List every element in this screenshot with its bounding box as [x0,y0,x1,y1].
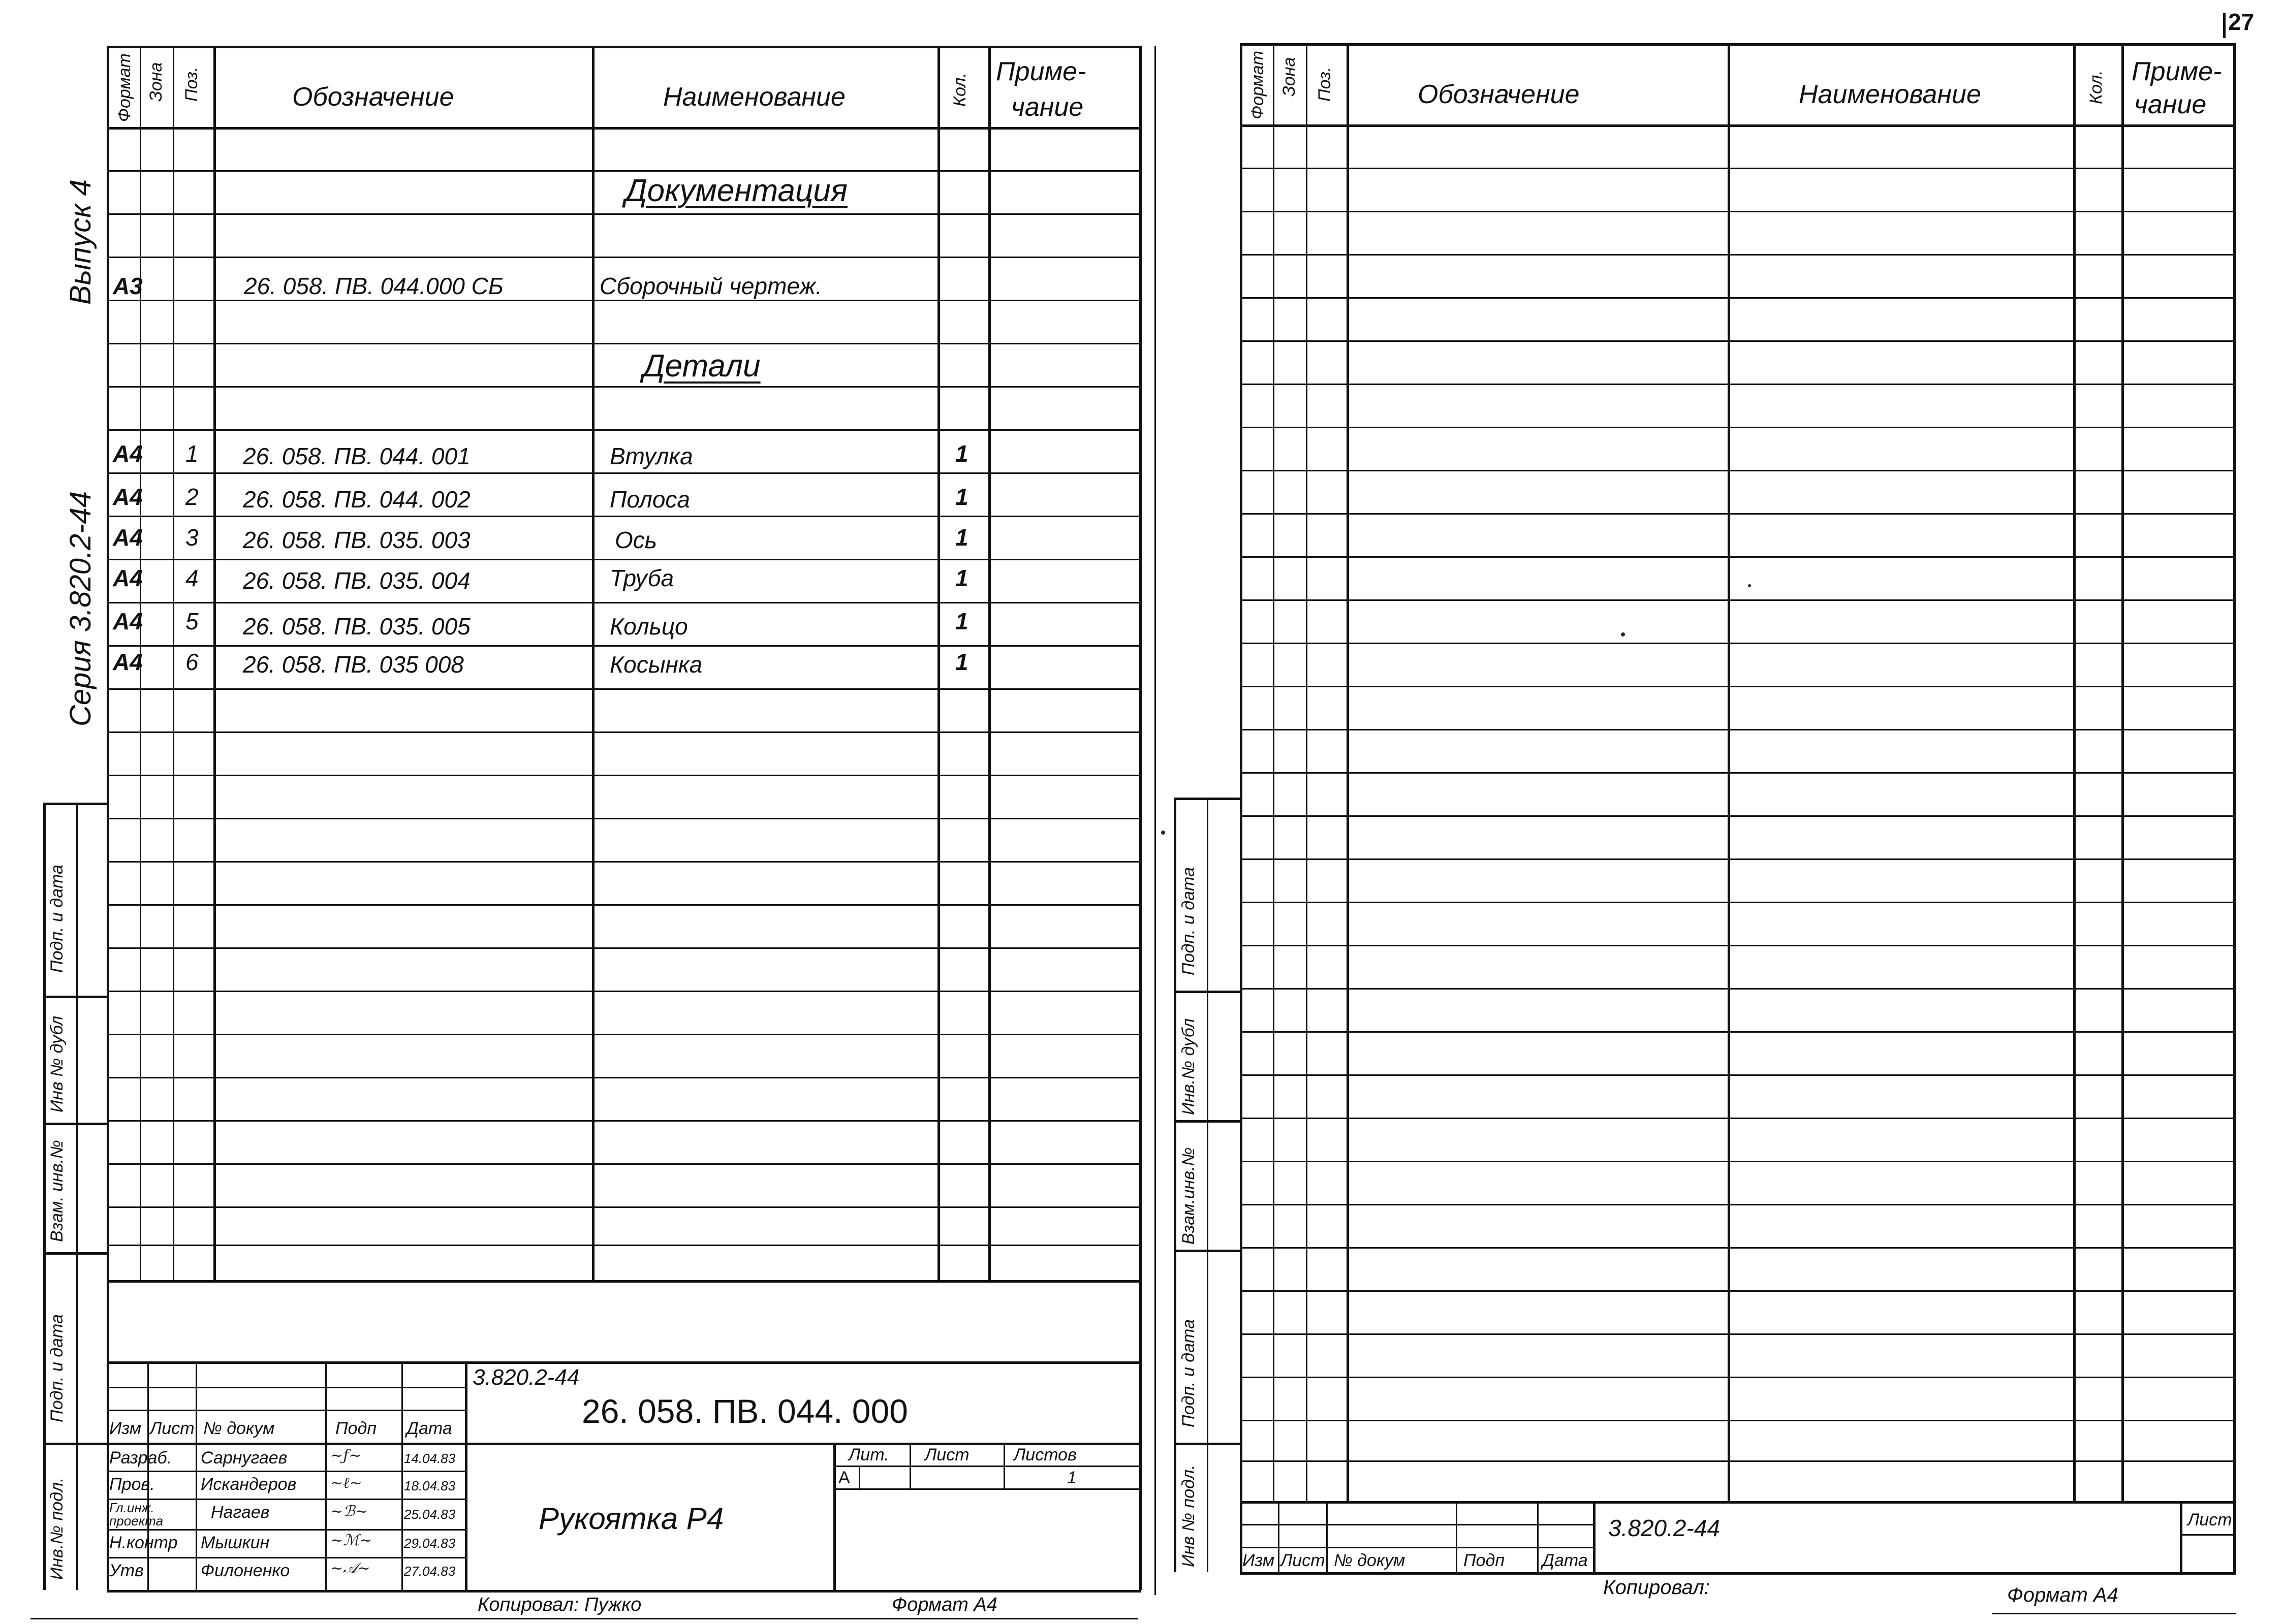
header-qty: Кол. [2086,70,2106,104]
tb-line [401,1361,403,1590]
row-line [107,904,1141,906]
row-line [1240,643,2236,644]
tb-sheets-value: 1 [1067,1468,1077,1487]
tb-person: Филоненко [201,1561,290,1580]
row-pos: 6 [185,649,199,675]
row-line [1240,815,2236,817]
tb-series: 3.820.2-44 [1608,1515,1720,1541]
row-qty: 1 [955,440,968,467]
row-line [1240,556,2236,558]
row-line [107,559,1141,560]
speck [1621,632,1625,636]
header-line [107,127,1141,130]
row-line [1240,254,2236,256]
stamp-line [43,803,107,805]
tb-col-list: Лист [1280,1551,1325,1570]
row-line [107,170,1141,172]
tb-line [833,1488,1141,1490]
col-line [592,46,595,1280]
assembly-format: А3 [113,273,143,299]
row-line [1240,945,2236,946]
signature-mark: ~ℳ~ [330,1532,372,1549]
signature-mark: ~ℬ~ [330,1503,368,1520]
row-line [107,386,1141,388]
row-line [1240,1118,2236,1119]
tb-line [910,1443,911,1488]
row-line [107,1206,1141,1208]
stamp-line [43,1443,107,1445]
row-line [107,1245,1141,1246]
stamp-line [1174,1250,1240,1252]
tb-line [1240,1547,1593,1548]
row-qty: 1 [955,524,968,551]
col-line [988,46,991,1280]
assembly-designation: 26. 058. ПВ. 044.000 СБ [244,273,504,299]
row-qty: 1 [955,484,968,510]
row-line [107,731,1141,733]
row-designation: 26. 058. ПВ. 035. 004 [243,567,471,594]
assembly-name: Сборочный чертеж. [600,273,822,299]
header-designation: Обозначение [1418,80,1580,109]
row-line [1240,211,2236,212]
copied-by: Копировал: Пужко [478,1594,642,1615]
row-name: Ось [615,527,657,553]
copied-by: Копировал: [1603,1576,1710,1599]
row-format: А4 [113,649,143,675]
tb-date: 14.04.83 [404,1451,456,1466]
tb-line [1240,1501,2236,1504]
row-line [107,818,1141,819]
row-qty: 1 [955,565,968,591]
page-number-bar [2223,13,2226,38]
row-line [1240,297,2236,299]
side-label-issue: Выпуск 4 [64,179,97,305]
tb-role: Гл.инж. проекта [109,1500,164,1529]
row-line [107,429,1141,431]
row-designation: 26. 058. ПВ. 044. 001 [243,443,471,469]
row-line [1240,1377,2236,1378]
row-name: Втулка [610,443,693,469]
stamp-line [1174,1120,1240,1123]
tb-date: 29.04.83 [404,1536,456,1551]
format-label: Формат А4 [892,1594,997,1615]
header-line [1240,124,2236,127]
tb-col-date: Дата [1542,1551,1588,1570]
row-designation: 26. 058. ПВ. 035. 003 [243,527,471,553]
sheet-divider [1154,46,1156,1595]
right-frame-left [1240,43,1242,1572]
row-line [1240,1290,2236,1292]
col-line [213,46,216,1280]
row-qty: 1 [955,649,968,675]
row-line [1240,470,2236,471]
signature-mark: ~𝒜~ [330,1559,370,1577]
signature-mark: ~ℓ~ [330,1474,362,1492]
row-name: Косынка [610,651,703,678]
col-line [937,46,940,1280]
tb-line [196,1361,197,1590]
row-line [1240,599,2236,601]
right-frame-top [1240,43,2236,46]
tb-line [833,1466,1141,1467]
row-format: А4 [113,440,143,467]
tb-line [1004,1443,1005,1488]
tb-person: Нагаев [211,1503,270,1522]
tb-line [465,1361,467,1590]
row-line [107,991,1141,992]
header-format: Формат [115,53,134,122]
tb-line [107,1499,465,1500]
row-line [107,1280,1141,1283]
header-zone: Зона [1279,57,1299,97]
header-name: Наименование [663,82,846,112]
stamp-label: Взам. инв.№ [47,1140,67,1242]
row-qty: 1 [955,608,968,634]
tb-role: Разраб. [109,1448,172,1468]
row-format: А4 [113,524,143,551]
footer-line [1992,1613,2236,1614]
row-name: Полоса [610,486,691,513]
header-qty: Кол. [950,73,970,107]
row-line [1240,513,2236,515]
header-pos: Поз. [182,67,201,102]
row-line [107,257,1141,258]
tb-col-doc: № докум [203,1419,275,1438]
tb-col-date: Дата [406,1419,452,1438]
row-pos: 4 [185,565,199,591]
row-line [1240,686,2236,687]
left-frame-bottom [107,1590,1141,1593]
row-line [1240,384,2236,385]
stamp-line [1207,798,1208,1572]
row-line [107,1163,1141,1165]
stamp-line [1174,798,1176,1572]
row-designation: 26. 058. ПВ. 035. 005 [243,613,471,640]
row-name: Труба [610,565,674,591]
row-line [1240,1247,2236,1249]
stamp-line [43,996,107,998]
tb-line [325,1361,327,1590]
row-line [1240,1031,2236,1033]
tb-line [1537,1501,1539,1572]
row-name: Кольцо [610,613,688,640]
row-line [1240,168,2236,169]
tb-date: 25.04.83 [404,1507,456,1522]
tb-line [1456,1501,1457,1572]
tb-line [107,1529,465,1531]
col-line [173,46,174,1280]
row-pos: 5 [185,608,199,634]
stamp-label: Подп. и дата [1179,1319,1198,1427]
tb-line [859,1466,860,1488]
stamp-label: Взам.инв.№ [1179,1147,1198,1245]
row-line [107,1034,1141,1035]
right-frame-right [2233,43,2236,1572]
tb-line [107,1361,1141,1364]
tb-col-izm: Изм [1242,1551,1275,1570]
tb-col-list: Лист [150,1419,195,1438]
stamp-line [76,803,78,1590]
stamp-line [43,1252,107,1255]
row-designation: 26. 058. ПВ. 035 008 [243,651,464,678]
header-name: Наименование [1799,80,1981,109]
tb-role: Утв [109,1561,144,1580]
tb-line [2180,1501,2182,1572]
header-note-line2: чание [2134,90,2207,119]
header-note-line2: чание [1011,92,1084,122]
tb-sheet-label: Лист [925,1445,970,1464]
tb-doc-number: 26. 058. ПВ. 044. 000 [582,1392,908,1430]
left-frame-top [107,46,1141,48]
row-line [107,861,1141,863]
row-format: А4 [113,565,143,591]
row-line [1240,729,2236,730]
row-line [107,300,1141,301]
tb-col-doc: № докум [1334,1551,1405,1570]
header-format: Формат [1248,50,1267,119]
tb-lit-value: А [838,1468,850,1487]
header-designation: Обозначение [292,82,454,112]
tb-person: Искандеров [201,1475,297,1494]
stamp-line [1174,991,1240,993]
stamp-label: Инв.№ дубл [1179,1018,1198,1115]
stamp-label: Инв № подл. [1179,1464,1198,1567]
row-pos: 1 [185,440,199,467]
stamp-line [1174,1443,1240,1445]
row-line [1240,1460,2236,1462]
row-designation: 26. 058. ПВ. 044. 002 [243,486,471,513]
row-format: А4 [113,484,143,510]
speck [1748,584,1751,587]
stamp-label: Подп. и дата [47,1314,67,1422]
tb-role: Н.контр [109,1533,178,1552]
tb-line [107,1387,465,1388]
page-number: 27 [2228,9,2255,35]
stamp-label: Инв.№ подл. [47,1477,67,1580]
tb-date: 27.04.83 [404,1564,456,1579]
tb-line [1326,1501,1328,1572]
format-label: Формат А4 [2007,1584,2118,1606]
row-line [107,472,1141,474]
tb-line [107,1471,465,1472]
row-line [1240,340,2236,342]
header-pos: Поз. [1315,67,1334,102]
tb-line [107,1557,465,1558]
stamp-line [1174,798,1240,800]
tb-title: Рукоятка Р4 [539,1502,724,1536]
stamp-label: Подп. и дата [47,865,67,973]
row-line [1240,902,2236,903]
tb-col-sign: Подп [1463,1551,1505,1570]
row-line [107,1077,1141,1078]
row-pos: 2 [185,484,199,510]
row-line [107,213,1141,215]
row-line [1240,1420,2236,1421]
row-line [107,947,1141,949]
tb-sheets-label: Листов [1014,1445,1077,1464]
stamp-label: Подп. и дата [1179,867,1198,975]
right-frame-bottom [1240,1572,2236,1575]
header-zone: Зона [146,62,166,102]
side-label-series: Серия 3.820.2-44 [64,491,97,726]
row-line [107,1120,1141,1122]
tb-line [833,1443,836,1590]
tb-line [1240,1524,1593,1525]
header-note-line1: Приме- [996,57,1086,86]
section-documentation: Документация [625,173,848,208]
row-line [1240,772,2236,774]
tb-col-izm: Изм [109,1419,142,1438]
stamp-label: Инв № дубл [47,1015,67,1112]
row-format: А4 [113,608,143,634]
row-line [1240,1204,2236,1205]
stamp-line [43,803,46,1590]
section-details: Детали [643,348,761,384]
tb-person: Мышкин [201,1533,270,1552]
footer-line [30,1618,1138,1619]
row-line [1240,1333,2236,1335]
row-line [1240,988,2236,990]
tb-line [1278,1501,1279,1572]
row-line [107,688,1141,690]
row-line [107,343,1141,344]
tb-person: Сарнугаев [201,1448,288,1468]
tb-lit-label: Лит. [849,1445,889,1464]
stamp-line [43,1123,107,1125]
row-line [1240,1074,2236,1076]
row-line [1240,858,2236,860]
signature-mark: ~ƒ~ [330,1447,362,1464]
tb-line [2180,1534,2233,1536]
row-line [1240,1161,2236,1162]
tb-col-sign: Подп [335,1419,377,1438]
row-line [107,602,1141,603]
row-line [107,645,1141,647]
tb-sheet-label: Лист [2187,1510,2232,1530]
tb-date: 18.04.83 [404,1478,456,1493]
tb-line [107,1410,465,1411]
header-note-line1: Приме- [2132,57,2222,86]
tb-line [1593,1501,1596,1572]
row-line [107,516,1141,517]
tb-line [107,1443,465,1445]
row-line [1240,427,2236,428]
tb-role: Пров. [109,1475,155,1494]
speck [1161,831,1165,835]
tb-series: 3.820.2-44 [473,1365,580,1390]
row-line [107,775,1141,776]
row-pos: 3 [185,524,199,551]
